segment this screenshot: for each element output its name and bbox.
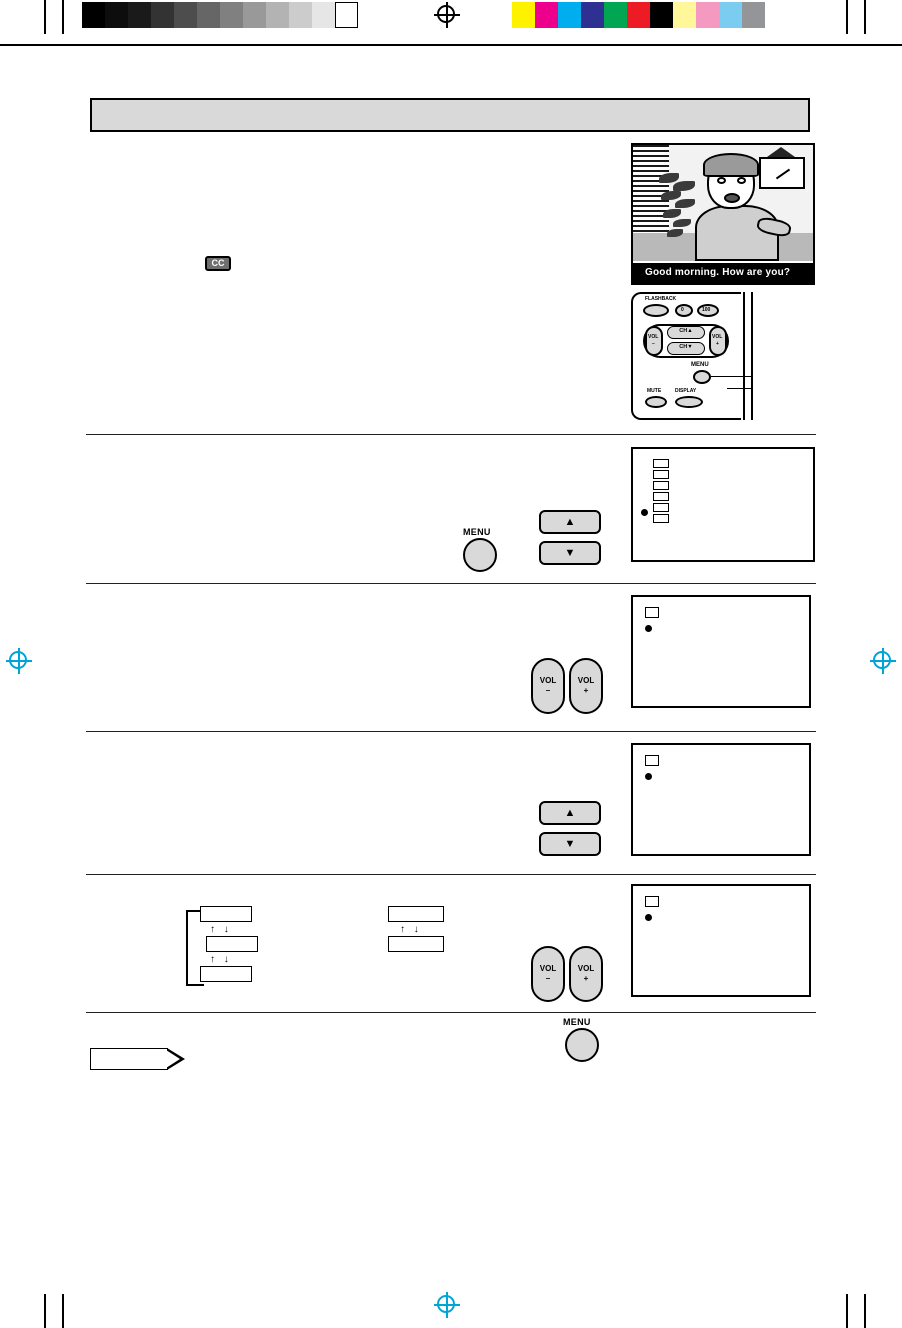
crop-mark-bottom-right-vertical-2	[864, 1294, 866, 1328]
step1-menu-key-label: MENU	[463, 527, 491, 537]
person-hair	[703, 153, 759, 177]
step4-flow-loop-vertical	[186, 910, 188, 986]
step4-vol-minus-label: VOL	[539, 964, 557, 973]
step1-arrow-up-key[interactable]	[539, 510, 601, 534]
swatch-gray-6	[220, 2, 243, 28]
step4-flow-arrow-1	[210, 924, 232, 935]
swatch-gray-0	[82, 2, 105, 28]
step-divider-4	[86, 874, 816, 875]
osd-menu-item-6	[653, 514, 669, 523]
vol-up-button-sign: +	[716, 341, 719, 347]
registration-mark-left	[6, 648, 32, 674]
crop-mark-bottom-right-vertical	[846, 1294, 848, 1328]
swatch-gray-9	[289, 2, 312, 28]
registration-mark-top	[434, 2, 460, 28]
step2-vol-plus-label: VOL	[577, 676, 595, 685]
step4-osd-bullet	[645, 914, 652, 921]
step-divider-2	[86, 583, 816, 584]
swatch-pink	[696, 2, 719, 28]
step-divider-5	[86, 1012, 816, 1013]
swatch-gray-5	[197, 2, 220, 28]
step3-osd-panel	[631, 743, 811, 856]
closed-caption-text: Good morning. How are you?	[633, 263, 813, 283]
vol-down-button-sign: –	[652, 341, 655, 347]
crop-mark-bottom-left-vertical-2	[62, 1294, 64, 1328]
crop-mark-top-right-vertical	[846, 0, 848, 34]
step4-flow2-box-2	[388, 936, 444, 952]
swatch-gray	[742, 2, 765, 28]
step3-arrow-down-glyph: ▼	[564, 838, 576, 850]
grayscale-swatch-row	[82, 2, 358, 28]
step3-arrow-down-key[interactable]	[539, 832, 601, 856]
step4-flow2-arrow-1-glyph: ↑ ↓	[400, 924, 422, 935]
swatch-blue	[581, 2, 604, 28]
callout-leader-1	[711, 376, 753, 377]
step1-menu-key[interactable]	[463, 538, 497, 572]
step4-flow-box-3	[200, 966, 252, 982]
step2-osd-bullet	[645, 625, 652, 632]
hundred-button-label: 100	[702, 307, 711, 313]
swatch-gray-7	[243, 2, 266, 28]
swatch-gray-4	[174, 2, 197, 28]
osd-menu-item-5	[653, 503, 669, 512]
step1-arrow-up-glyph: ▲	[564, 516, 576, 528]
swatch-light-yellow	[673, 2, 696, 28]
step-divider-3	[86, 731, 816, 732]
display-button-label: DISPLAY	[675, 388, 697, 394]
channel-up-label: CH▲	[679, 328, 693, 334]
step4-flow-arrow-1-glyph: ↑ ↓	[210, 924, 232, 935]
channel-down-label: CH▼	[679, 344, 693, 350]
step2-vol-plus-key[interactable]	[569, 658, 603, 714]
osd-menu-item-3	[653, 481, 669, 490]
step4-vol-plus-key[interactable]	[569, 946, 603, 1002]
menu-button[interactable]	[693, 370, 711, 384]
swatch-gray-3	[151, 2, 174, 28]
registration-mark-right	[870, 648, 896, 674]
step4-flow2-arrow-1	[400, 924, 422, 935]
step3-arrow-up-key[interactable]	[539, 801, 601, 825]
step1-osd-panel	[631, 447, 815, 562]
section-title-bar	[90, 98, 810, 132]
note-tag	[90, 1048, 168, 1070]
menu-button-label: MENU	[691, 362, 709, 368]
color-swatch-row	[512, 2, 765, 28]
roofline-shape	[767, 147, 795, 157]
osd-menu-item-2	[653, 470, 669, 479]
crop-rule-left	[44, 0, 46, 34]
swatch-magenta	[535, 2, 558, 28]
zero-button-label: 0	[681, 307, 684, 313]
swatch-cyan	[558, 2, 581, 28]
step4-flow-box-2	[206, 936, 258, 952]
channel-down-button[interactable]	[667, 342, 705, 355]
step4-flow2-box-1	[388, 906, 444, 922]
registration-mark-bottom	[434, 1292, 460, 1318]
channel-up-button[interactable]	[667, 326, 705, 339]
swatch-red	[627, 2, 650, 28]
remote-control-illustration	[631, 292, 761, 420]
step4-vol-minus-key[interactable]	[531, 946, 565, 1002]
swatch-gray-2	[128, 2, 151, 28]
step4-vol-minus-sign: –	[545, 974, 551, 983]
crop-rule-left-inner	[62, 0, 64, 34]
step3-osd-bullet	[645, 773, 652, 780]
step2-vol-minus-sign: –	[545, 686, 551, 695]
step4-flow-loop-bottom	[186, 984, 204, 986]
cc-icon	[205, 256, 231, 271]
step2-vol-minus-key[interactable]	[531, 658, 565, 714]
person-mouth	[724, 193, 740, 203]
swatch-black	[650, 2, 673, 28]
remote-edge-line-1	[743, 292, 745, 420]
swatch-green	[604, 2, 627, 28]
cc-icon-label: CC	[211, 258, 225, 268]
vol-up-button-label: VOL	[712, 334, 723, 340]
step4-flow-arrow-2	[210, 954, 232, 965]
osd-menu-item-4	[653, 492, 669, 501]
step4-flow-box-1	[200, 906, 252, 922]
person-eye-left	[717, 177, 726, 184]
swatch-gray-8	[266, 2, 289, 28]
step3-arrow-up-glyph: ▲	[564, 807, 576, 819]
zero-button[interactable]	[675, 304, 693, 317]
flashback-button[interactable]	[643, 304, 669, 317]
mute-button[interactable]	[645, 396, 667, 408]
swatch-gray-10	[312, 2, 335, 28]
swatch-light-blue	[719, 2, 742, 28]
step2-vol-minus-label: VOL	[539, 676, 557, 685]
step3-osd-icon	[645, 755, 659, 766]
crop-mark-top-right-vertical-2	[864, 0, 866, 34]
step4-osd-panel	[631, 884, 811, 997]
callout-leader-2	[727, 388, 753, 389]
mute-button-label: MUTE	[647, 388, 662, 394]
step2-osd-icon	[645, 607, 659, 618]
osd-menu-item-1	[653, 459, 669, 468]
step2-osd-panel	[631, 595, 811, 708]
crop-mark-bottom-left-vertical	[44, 1294, 46, 1328]
vol-down-button-label: VOL	[648, 334, 659, 340]
step4-vol-plus-sign: +	[583, 974, 589, 983]
swatch-gray-11	[335, 2, 358, 28]
display-button[interactable]	[675, 396, 703, 408]
swatch-gray-1	[105, 2, 128, 28]
step4-osd-icon	[645, 896, 659, 907]
step5-menu-key-label: MENU	[563, 1017, 591, 1027]
step1-osd-menu-list	[653, 459, 671, 525]
flashback-button-label: FLASHBACK	[645, 296, 677, 302]
step4-vol-plus-label: VOL	[577, 964, 595, 973]
step1-osd-selection-dot	[641, 509, 648, 516]
remote-edge-line-2	[751, 292, 753, 420]
swatch-yellow	[512, 2, 535, 28]
step1-arrow-down-key[interactable]	[539, 541, 601, 565]
step-divider-1	[86, 434, 816, 435]
step2-vol-plus-sign: +	[583, 686, 589, 695]
step5-menu-key[interactable]	[565, 1028, 599, 1062]
step1-arrow-down-glyph: ▼	[564, 547, 576, 559]
person-illustration	[691, 157, 783, 261]
page-top-rule	[0, 44, 902, 46]
person-eye-right	[737, 177, 746, 184]
step4-flow-arrow-2-glyph: ↑ ↓	[210, 954, 232, 965]
note-arrow-inner	[166, 1050, 180, 1068]
tv-screen-illustration	[631, 143, 815, 285]
